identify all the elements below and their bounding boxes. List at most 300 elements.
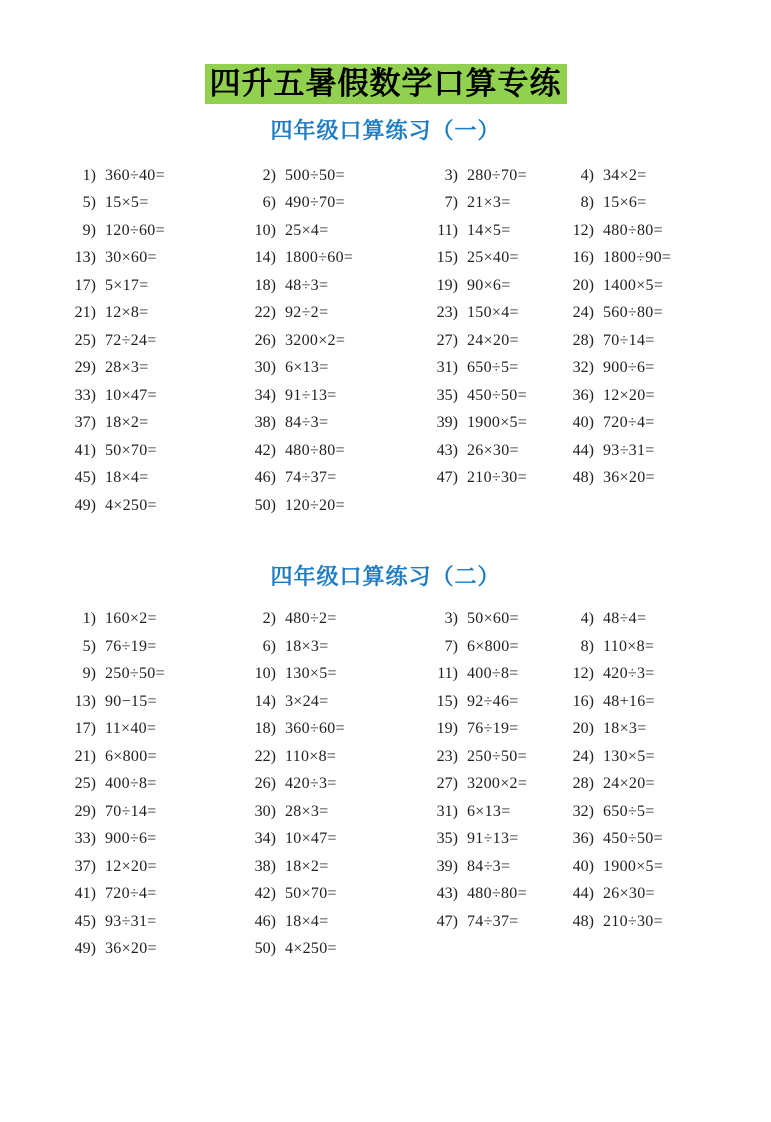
problem-item [248,382,430,410]
problem-item [68,492,248,520]
problem-expression: 12×20= [105,857,157,875]
problem-number: 45) [74,912,96,930]
problem-number: 40) [572,414,594,432]
problem-item [248,743,430,771]
problem-expression: 500÷50= [285,166,345,184]
problem-number: 5) [82,194,96,212]
problem-item [430,853,566,881]
problem-item [68,716,248,744]
problem-number: 19) [436,276,458,294]
problem-item [248,716,430,744]
problem-expression: 6×800= [105,747,157,765]
problem-item [248,492,430,520]
problem-expression: 28×3= [285,802,329,820]
problem-number: 17) [74,720,96,738]
problem-number: 41) [74,441,96,459]
problem-expression: 15×5= [105,194,149,212]
problem-number: 6) [262,194,276,212]
problem-item [68,327,248,355]
problem-number: 10) [254,221,276,239]
problem-expression: 720÷4= [603,414,655,432]
problem-item [430,661,566,689]
problem-item [430,688,566,716]
problem-item [248,437,430,465]
problem-expression: 30×60= [105,249,157,267]
problem-number: 3) [444,610,458,628]
problem-item [566,465,735,493]
problem-expression: 70÷14= [603,331,655,349]
problem-number: 49) [74,940,96,958]
problem-expression: 110×8= [603,637,655,655]
section-2-heading: 四年级口算练习（二） [270,563,501,589]
problem-item [68,465,248,493]
problem-item [430,881,566,909]
problem-number: 25) [74,331,96,349]
problem-expression: 450÷50= [603,830,663,848]
problem-item [68,190,248,218]
problem-number: 7) [444,637,458,655]
problem-expression: 3×24= [285,692,329,710]
problem-expression: 480÷2= [285,610,337,628]
problem-number: 16) [572,692,594,710]
problem-expression: 160×2= [105,610,157,628]
problem-expression: 36×20= [105,940,157,958]
problem-expression: 480÷80= [285,441,345,459]
problem-number: 47) [436,469,458,487]
problem-expression: 90−15= [105,692,157,710]
problem-number: 17) [74,276,96,294]
problem-expression: 420÷3= [285,775,337,793]
problem-item [248,300,430,328]
problem-number: 20) [572,720,594,738]
problem-number: 21) [74,304,96,322]
problem-expression: 72÷24= [105,331,157,349]
problem-item [248,162,430,190]
problem-expression: 450÷50= [467,386,527,404]
problem-expression: 3200×2= [285,331,346,349]
problem-number: 12) [572,665,594,683]
problem-item [566,853,735,881]
problem-expression: 76÷19= [105,637,157,655]
problem-number: 35) [436,386,458,404]
problem-item [68,826,248,854]
problem-expression: 74÷37= [467,912,519,930]
problem-expression: 74÷37= [285,469,337,487]
problem-item [248,826,430,854]
problem-expression: 3200×2= [467,775,528,793]
problem-item [430,437,566,465]
problem-number: 27) [436,331,458,349]
problem-item [68,606,248,634]
problem-expression: 15×6= [603,194,647,212]
problem-number: 24) [572,747,594,765]
problem-expression: 70÷14= [105,802,157,820]
problem-expression: 48÷3= [285,276,329,294]
problem-number: 46) [254,912,276,930]
problem-expression: 1900×5= [467,414,528,432]
problem-item [248,771,430,799]
problem-expression: 25×4= [285,221,329,239]
problem-item [566,272,735,300]
problem-number: 37) [74,414,96,432]
problem-expression: 480÷80= [467,885,527,903]
problem-expression: 900÷6= [603,359,655,377]
problem-number: 19) [436,720,458,738]
problem-number: 8) [580,194,594,212]
problem-item [566,798,735,826]
problem-number: 8) [580,637,594,655]
problem-expression: 120÷20= [285,496,345,514]
problem-number: 3) [444,166,458,184]
problem-expression: 18×4= [285,912,329,930]
problem-item [566,382,735,410]
problem-expression: 36×20= [603,469,655,487]
problem-item [566,300,735,328]
problem-number: 14) [254,249,276,267]
problem-expression: 400÷8= [105,775,157,793]
problem-expression: 93÷31= [105,912,157,930]
problem-number: 9) [82,665,96,683]
problem-number: 27) [436,775,458,793]
problem-expression: 90×6= [467,276,511,294]
problem-expression: 18×4= [105,469,149,487]
problem-number: 10) [254,665,276,683]
problem-item [248,327,430,355]
problem-number: 50) [254,496,276,514]
problem-number: 48) [572,912,594,930]
problem-item [248,410,430,438]
problem-number: 11) [437,665,458,683]
problem-number: 49) [74,496,96,514]
problem-number: 2) [262,166,276,184]
problem-item [430,245,566,273]
problem-expression: 4×250= [105,496,157,514]
problem-expression: 26×30= [467,441,519,459]
problem-expression: 91÷13= [285,386,337,404]
problem-item [566,661,735,689]
problem-number: 29) [74,359,96,377]
problem-expression: 1800÷90= [603,249,672,267]
problem-number: 43) [436,441,458,459]
problem-item [68,162,248,190]
problem-number: 40) [572,857,594,875]
problem-expression: 18×2= [105,414,149,432]
problem-expression: 1900×5= [603,857,664,875]
problem-item [566,688,735,716]
problem-number: 11) [437,221,458,239]
problem-item [566,716,735,744]
problem-expression: 210÷30= [467,469,527,487]
problem-item [566,743,735,771]
problem-number: 4) [580,610,594,628]
problem-number: 42) [254,441,276,459]
problem-item [248,798,430,826]
problem-expression: 14×5= [467,221,511,239]
problem-item [248,355,430,383]
problem-number: 50) [254,940,276,958]
problem-expression: 5×17= [105,276,149,294]
problem-number: 38) [254,414,276,432]
title-area [0,0,771,104]
problem-expression: 34×2= [603,166,647,184]
problem-expression: 210÷30= [603,912,663,930]
problem-number: 18) [254,276,276,294]
problem-item [248,936,430,964]
problem-item [566,217,735,245]
problem-expression: 10×47= [105,386,157,404]
problem-expression: 24×20= [467,331,519,349]
problem-item [430,771,566,799]
problem-expression: 6×800= [467,637,519,655]
problem-expression: 12×20= [603,386,655,404]
problem-item [68,743,248,771]
problem-expression: 6×13= [467,802,511,820]
section-1-problem-grid [0,162,771,520]
problem-item [68,217,248,245]
problem-number: 14) [254,692,276,710]
problem-item [68,853,248,881]
problem-expression: 92÷46= [467,692,519,710]
problem-number: 44) [572,441,594,459]
problem-expression: 10×47= [285,830,337,848]
problem-item [68,798,248,826]
problem-number: 36) [572,830,594,848]
problem-item [430,908,566,936]
problem-number: 1) [82,610,96,628]
problem-expression: 420÷3= [603,665,655,683]
problem-expression: 250÷50= [105,665,165,683]
problem-number: 31) [436,359,458,377]
problem-item [430,798,566,826]
problem-expression: 12×8= [105,304,149,322]
problem-item [430,716,566,744]
problem-expression: 360÷60= [285,720,345,738]
problem-item [566,245,735,273]
problem-item [566,355,735,383]
problem-item [430,217,566,245]
problem-expression: 650÷5= [603,802,655,820]
problem-number: 26) [254,331,276,349]
problem-item [430,606,566,634]
problem-expression: 11×40= [105,720,157,738]
problem-number: 44) [572,885,594,903]
problem-number: 46) [254,469,276,487]
problem-number: 6) [262,637,276,655]
problem-expression: 250÷50= [467,747,527,765]
problem-item [68,437,248,465]
problem-expression: 48÷4= [603,610,647,628]
problem-item [68,300,248,328]
problem-item [430,410,566,438]
problem-item [248,245,430,273]
problem-expression: 130×5= [603,747,655,765]
problem-number: 29) [74,802,96,820]
problem-number: 13) [74,692,96,710]
section-2-problem-grid [0,606,771,964]
problem-expression: 50×70= [105,441,157,459]
problem-expression: 18×3= [285,637,329,655]
problem-number: 15) [436,249,458,267]
problem-item [248,272,430,300]
problem-item [68,355,248,383]
problem-number: 23) [436,304,458,322]
problem-expression: 26×30= [603,885,655,903]
problem-item [566,190,735,218]
problem-number: 5) [82,637,96,655]
problem-number: 22) [254,747,276,765]
problem-number: 34) [254,386,276,404]
problem-item [68,881,248,909]
problem-expression: 360÷40= [105,166,165,184]
problem-number: 13) [74,249,96,267]
problem-number: 12) [572,221,594,239]
problem-number: 28) [572,775,594,793]
problem-expression: 92÷2= [285,304,329,322]
problem-item [430,327,566,355]
problem-item [68,908,248,936]
problem-item [566,633,735,661]
problem-item [248,190,430,218]
problem-item [68,245,248,273]
problem-expression: 6×13= [285,359,329,377]
problem-item [566,410,735,438]
problem-item [430,272,566,300]
problem-number: 18) [254,720,276,738]
problem-expression: 150×4= [467,304,519,322]
problem-expression: 130×5= [285,665,337,683]
problem-number: 32) [572,802,594,820]
problem-expression: 120÷60= [105,221,165,239]
problem-item [566,881,735,909]
problem-expression: 21×3= [467,194,511,212]
problem-number: 23) [436,747,458,765]
problem-item [248,633,430,661]
problem-number: 39) [436,857,458,875]
problem-item [68,936,248,964]
problem-number: 28) [572,331,594,349]
problem-item [248,853,430,881]
problem-item [68,382,248,410]
problem-number: 25) [74,775,96,793]
problem-number: 33) [74,830,96,848]
problem-number: 24) [572,304,594,322]
problem-expression: 280÷70= [467,166,527,184]
problem-number: 15) [436,692,458,710]
problem-item [430,826,566,854]
problem-expression: 1800÷60= [285,249,354,267]
problem-expression: 4×250= [285,940,337,958]
problem-item [68,661,248,689]
problem-number: 32) [572,359,594,377]
problem-number: 41) [74,885,96,903]
problem-item [566,908,735,936]
problem-item [430,382,566,410]
problem-item [430,300,566,328]
problem-expression: 1400×5= [603,276,664,294]
problem-expression: 650÷5= [467,359,519,377]
problem-number: 31) [436,802,458,820]
problem-number: 7) [444,194,458,212]
problem-item [248,465,430,493]
problem-number: 42) [254,885,276,903]
problem-item [248,217,430,245]
problem-item [248,661,430,689]
problem-item [248,606,430,634]
problem-expression: 84÷3= [467,857,511,875]
problem-item [430,633,566,661]
problem-expression: 480÷80= [603,221,663,239]
problem-expression: 91÷13= [467,830,519,848]
problem-item [566,826,735,854]
problem-number: 35) [436,830,458,848]
problem-expression: 25×40= [467,249,519,267]
problem-number: 9) [82,221,96,239]
problem-expression: 720÷4= [105,885,157,903]
problem-number: 26) [254,775,276,793]
problem-expression: 28×3= [105,359,149,377]
problem-number: 36) [572,386,594,404]
problem-item [566,771,735,799]
problem-item [566,606,735,634]
problem-item [248,688,430,716]
problem-number: 2) [262,610,276,628]
problem-expression: 490÷70= [285,194,345,212]
problem-expression: 18×3= [603,720,647,738]
problem-item [248,908,430,936]
problem-item [430,190,566,218]
problem-number: 38) [254,857,276,875]
problem-item [566,437,735,465]
problem-number: 22) [254,304,276,322]
problem-item [566,327,735,355]
problem-item [68,688,248,716]
problem-expression: 84÷3= [285,414,329,432]
problem-item [430,162,566,190]
problem-item [566,162,735,190]
problem-expression: 18×2= [285,857,329,875]
problem-number: 47) [436,912,458,930]
problem-item [68,633,248,661]
problem-item [430,465,566,493]
problem-number: 34) [254,830,276,848]
problem-expression: 110×8= [285,747,337,765]
problem-number: 1) [82,166,96,184]
problem-number: 20) [572,276,594,294]
problem-number: 30) [254,802,276,820]
problem-number: 30) [254,359,276,377]
problem-item [68,771,248,799]
problem-expression: 900÷6= [105,830,157,848]
problem-expression: 24×20= [603,775,655,793]
problem-number: 16) [572,249,594,267]
problem-item [68,272,248,300]
problem-number: 37) [74,857,96,875]
worksheet-title: 四升五暑假数学口算专练 [205,64,567,104]
problem-expression: 48+16= [603,692,655,710]
problem-number: 45) [74,469,96,487]
problem-item [68,410,248,438]
section-1-heading: 四年级口算练习（一） [270,118,501,143]
problem-number: 39) [436,414,458,432]
problem-number: 21) [74,747,96,765]
problem-expression: 560÷80= [603,304,663,322]
problem-expression: 400÷8= [467,665,519,683]
problem-item [248,881,430,909]
problem-number: 33) [74,386,96,404]
problem-expression: 50×70= [285,885,337,903]
problem-number: 48) [572,469,594,487]
problem-number: 43) [436,885,458,903]
